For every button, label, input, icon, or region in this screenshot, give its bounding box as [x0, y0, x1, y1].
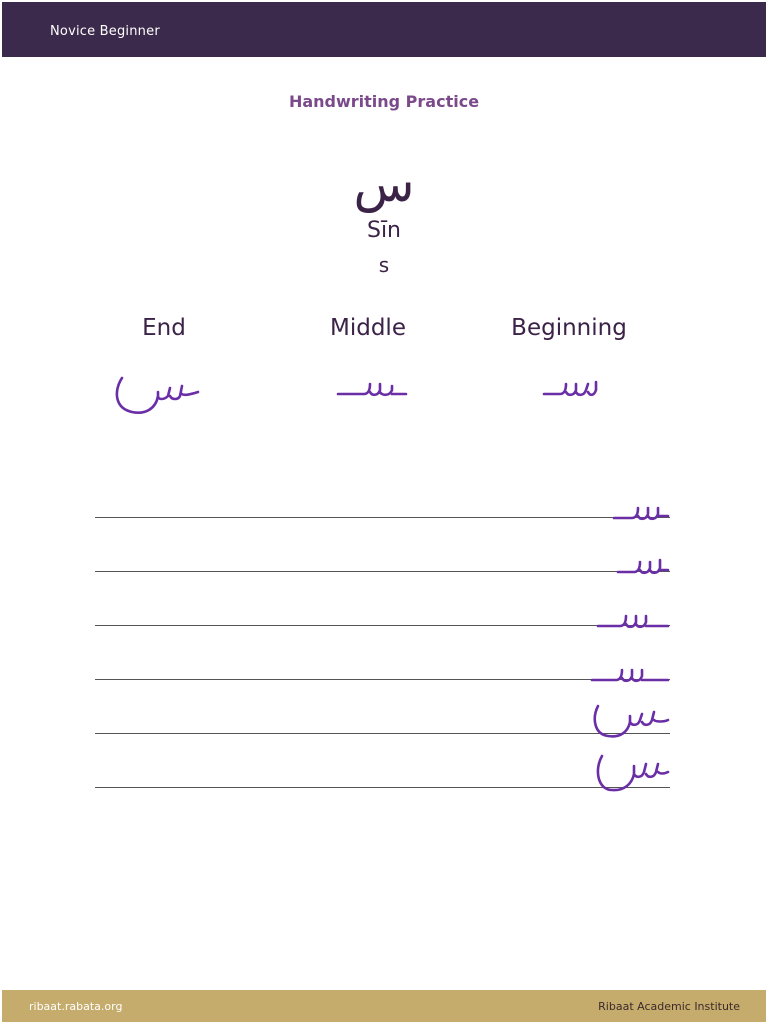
- letter-glyph: س: [353, 155, 415, 213]
- handwritten-row-glyph: [614, 554, 670, 578]
- practice-line: [95, 679, 670, 680]
- footer-website: ribaat.rabata.org: [29, 1000, 123, 1013]
- practice-row-3: [95, 586, 670, 626]
- level-label: Novice Beginner: [50, 24, 160, 39]
- handwritten-beginning-form: [540, 376, 602, 402]
- practice-line: [95, 787, 670, 788]
- handwritten-end-form: [112, 370, 204, 418]
- practice-line: [95, 517, 670, 518]
- practice-row-5: [95, 694, 670, 734]
- practice-row-1: [95, 478, 670, 518]
- handwritten-row-glyph: [590, 700, 670, 740]
- form-label-end: End: [142, 315, 186, 341]
- form-label-middle: Middle: [330, 315, 406, 341]
- practice-row-2: [95, 532, 670, 572]
- handwritten-middle-form: [334, 378, 410, 402]
- practice-line: [95, 625, 670, 626]
- handwritten-row-glyph: [594, 750, 670, 794]
- handwritten-row-glyph: [610, 500, 670, 524]
- form-label-beginning: Beginning: [511, 315, 627, 341]
- practice-row-4: [95, 640, 670, 680]
- page-title: Handwriting Practice: [288, 92, 480, 111]
- letter-name: Sīn: [366, 218, 402, 243]
- page-footer: [2, 990, 766, 1022]
- letter-transliteration: s: [378, 253, 390, 277]
- footer-institute: Ribaat Academic Institute: [598, 1000, 740, 1013]
- practice-line: [95, 571, 670, 572]
- handwritten-row-glyph: [594, 608, 670, 632]
- practice-line: [95, 733, 670, 734]
- practice-row-6: [95, 748, 670, 788]
- handwritten-row-glyph: [588, 662, 670, 686]
- page-header: [2, 2, 766, 57]
